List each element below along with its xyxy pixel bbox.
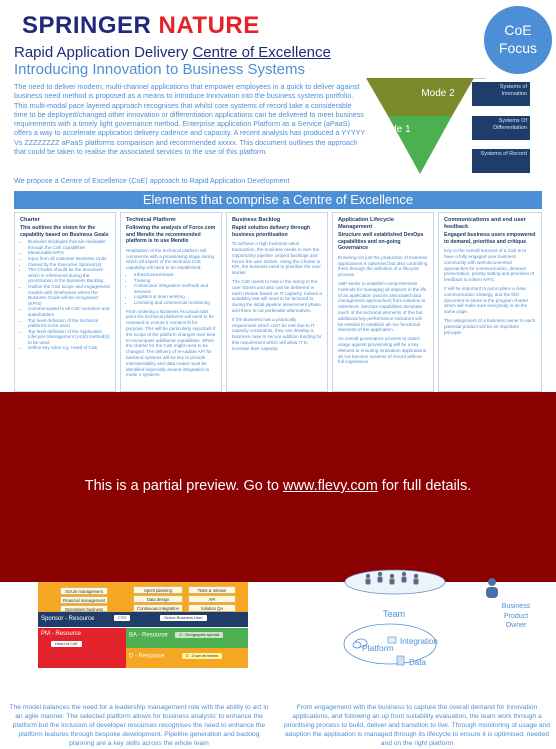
pm-label: PM - Resource [41,631,82,637]
list-item: • Measurable KPI's [28,250,110,256]
d-label: D - Resource [129,653,165,660]
systems-of-record-box: Systems of Record [472,149,530,173]
engagement-summary-text: From engagement with the business to capture the overall demand for Innovation applications, and following an up front suitability evaluation, the team work through a prioritising process to build, deliver and transition to live. Through monitoring of usage and adoption the application is managed through its lifecycle to ensure it is optimised, needed and on the right platform [283,704,551,747]
platform-label: Platform [362,643,394,653]
list-item: • Top level definition of the Application Lifecycle Management (ALM) method(s) to be used [28,329,110,346]
column-lead: Rapid solution delivery through business prioritisation [232,225,311,238]
list-item: • Top level definition of the technical platforms to be used [28,318,110,329]
org-chip: Tests & release [188,586,236,594]
column-body: Ensuring not just the production of business applications is optimised but also controlling them through the definition of a lifecycle process. [338,254,428,278]
logo-part-nature: NATURE [158,12,260,39]
pm-resource-row [38,628,126,668]
systems-of-innovation-box: Systems of Innovation [472,82,530,106]
org-chip: Sprint planning [133,586,183,594]
list-item: • Training [134,278,216,284]
org-chip: API [188,595,236,603]
org-chip: 2 - Geographic spread [175,632,223,638]
column-lead: Engaged business users empowered to demand, prioritise and critique [444,232,536,245]
org-chip: Data design [133,595,183,603]
org-chip: Financial management [60,596,108,604]
column-body: The CoE needs to help in the sizing of the user stories and also can be delivered in each release based on IT capacity. Indeed a suitability test will need to be factored to during the initial pipeline assessment phase and there is not preferable alternatives. [232,278,322,313]
logo-part-springer: SPRINGER [22,12,159,39]
data-icon [397,656,404,665]
technical-platform-column [120,212,222,392]
column-heading: Application Lifecycle Management [338,217,394,230]
column-lead: This outlines the vision for the capability based on Business Goals [20,225,109,238]
column-body: The assignment of a business owner to each potential product will be an important principle. [444,317,536,335]
charter-column [14,212,116,392]
org-chip: Senior Business User [160,615,206,621]
org-chip: Scrum management [60,587,108,595]
column-body: It will be important to put in place a clear communication strategy, and the first document to share is the program charter which will make sure everybody is on the same page. [444,285,529,315]
column-heading: Charter [20,217,40,223]
list-item: • Licensing and commercial monitoring [134,300,216,306]
org-chip: Solution QA [188,604,236,612]
org-chip: Head of CoE [51,641,82,647]
list-item: • The Charter should be the document which is referenced during the prioritisation of the Business Backlog [28,267,110,284]
platform-bullets [126,272,216,306]
model-summary-text: The model balances the need for a leadership management role with the ability to act in an agile manner. The selected platform allows for business analysts' to enhance the platform but the inclusion of developer resources recognises the need to enhance the platform features through bespoke development. Pipeline generation and backlog planning are a key skills across the whole team [9,704,269,747]
owner-body-icon [486,587,498,598]
page-subtitle: Introducing Innovation to Business Systems [14,61,305,78]
elements-columns [14,212,542,392]
flevy-link[interactable]: www.flevy.com [282,478,378,494]
d-resource-row [126,648,248,668]
list-item: • Communicated to all CoE members and stakeholders [28,306,110,317]
list-item: • Business strategies that are realisable through the CoE capabilities [28,239,110,250]
owner-head-icon [488,578,496,586]
ba-resource-row [126,628,248,648]
list-item: • Logistics & team working [134,294,216,300]
communications-column [438,212,542,392]
list-item: • Owned by the Executive Sponsor(s) [28,262,110,268]
business-product-owner-label: Business Product Owner [501,603,531,629]
title-plain: Rapid Application Delivery [14,44,193,61]
team-label: Team [383,609,406,619]
preview-text-before: This is a partial preview. Go to [84,478,283,494]
alm-column [332,212,434,392]
org-chip: 2 - 3 scrum teams [182,653,222,659]
column-lead: Structure well established DevOps capabilities and on-going Governance [338,232,424,252]
systems-of-differentiation-box: Systems Of Differentiation [472,116,530,140]
list-item: • Outline the CoE scope and engagement models with timeframes where the Business Goals will be recognised (KPI's) [28,284,110,306]
page-title [14,44,331,61]
list-item: • Define key roles e.g. Head of CoE [28,345,110,351]
ba-label: BA - Resource [129,632,168,639]
column-body: To achieve a high business value transaction, the business needs to own the Opportunity pipeline, project backlogs and hence the user stories. Using the Charter & KPI, the business need to prioritise the user stories [232,241,321,276]
list-item: • Continuous Integration methods and services [134,283,216,294]
business-backlog-column [226,212,328,392]
preview-message [0,478,556,494]
mode2-label: Mode 2 [421,88,455,99]
column-body: Key to the overall success of a CoE is to have a fully engaged user business community with well-documented approaches for communication, demand presentation, priority setting and provision of feedback to inform KPI's. [444,248,535,283]
list-item: • Input from all customer Business Units [28,256,110,262]
mode1-label: Mode 1 [377,124,411,135]
column-body: From ordering a Business As Usual start point the technical platforms will need to be reviewed to ensure it remains fit for purpose. This will be particularly important if the scope of the platform changes over time to encompass additional capabilities. When the charter for the CoE might need to be changed. The delivery of re-usable API for backend systems will be key to provide interoperability and data routes must be identified especially around integration to mode 1 systems [126,308,216,378]
team-ellipse [345,570,445,594]
org-chip: Operations business [60,605,108,612]
org-chip: CTO [114,615,130,621]
springer-nature-logo [22,12,260,40]
org-chip: Continuous integration [133,604,183,612]
preview-overlay [0,392,556,582]
integration-label: Integration [400,637,438,646]
data-label: Data [409,658,426,667]
preview-text-after: for full details. [377,478,472,494]
sponsor-label: Sponsor - Resource [41,616,95,622]
coe-focus-badge: CoE Focus [484,6,552,74]
column-body: If the Business has a practically requirement which can't be met due to IT capacity constraints, they can develop a business case to secure addition funding for this requirement which will allow IT to increase their capacity. [232,316,322,351]
column-body: Realisation of the technical platform will commence with a provisioning stage during which all aspect of the technical CoE capability will need to be established: [126,247,215,271]
column-body: A&P seeks to establish comprehensive methods for managing all aspects in the life of an application (and its associated data management approaches) from initiation to retirement. DevOps capabilities dominate much of the technical elements of this but additional key performance indicators will be needed to establish all non functional elements of the application. [338,280,427,333]
column-heading: Business Backlog [232,217,281,223]
proposal-statement: We propose a Centre of Excellence (CoE) approach to Rapid Application Development [14,176,290,185]
charter-bullets [20,239,110,351]
list-item: • Infrastructure/SaaS [134,272,216,278]
column-heading: Technical Platform [126,217,176,223]
column-body: An overall governance process to match usage against provisioning will be a key element to ensuring innovation applications do not become systems of record without full cognisance [338,336,427,365]
column-heading: Communications and end user feedback [444,217,526,230]
sponsor-resource-row [38,612,248,627]
column-lead: Following the analysis of Force.com and Mendix the recommended platform is to use Mendix [126,225,216,245]
intro-paragraph: The need to deliver modern, multi-channel applications that empower employees in a quick to deliver against business need method is proposed as a means to introduce Innovation into the business systems portfolio. This multi-modal pace layered approach recognises that whilst core systems of record take a considerable time to be deployed/changed other innovation or differentiation applications can be delivered to meet business requirements with a timely light governance method. Enterprise application Platform as a Service (aPaaS) offers a way to accelerate application delivery cadence and capacity. A recent analysis has produced a YYYYY Vs ZZZZZZZZ aPaaS platforms comparison and recommended xxxxx. This document outlines the approach that could be taken to realise the associated services to the use of this platform. [14,82,366,157]
title-underlined: Centre of Excellence [192,44,331,61]
elements-section-title: Elements that comprise a Centre of Excellence [14,191,542,209]
